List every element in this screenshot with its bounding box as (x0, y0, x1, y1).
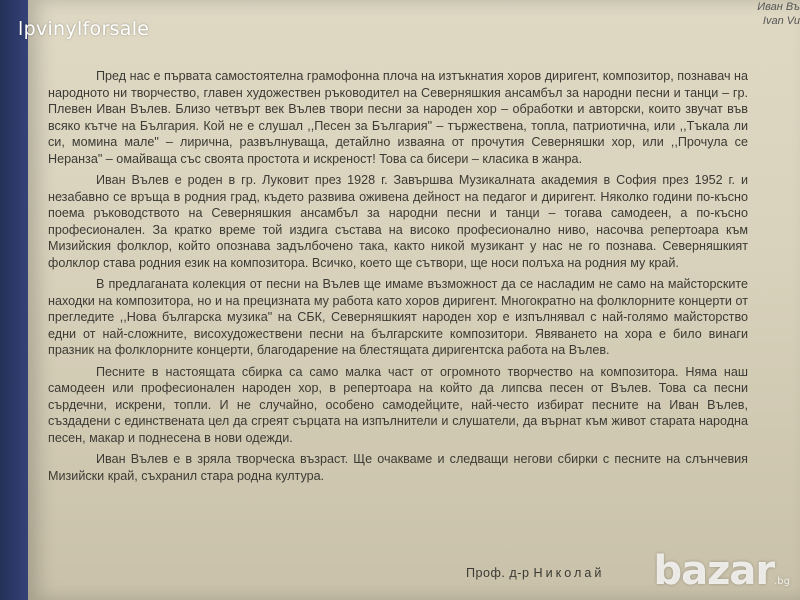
paragraph-3: В предлаганата колекция от песни на Вълев ще имаме възможност да се насладим не само на майсторските находки на композитора, но и на прецизната му работа като хоров диригент. Многократно на фолклорните концерти от прегледите ,,Нова българска музика" на СБК, Северняшкият народен хор е изпълнявал с най-голямо майсторство едни от най-сложните, висохудожествени песни на българските композитори. Явяването на хора е било винаги празник на фолклорните концерти, благодарение на блестящата диригентска работа на Вълев. (48, 277, 748, 357)
record-sleeve-edge (0, 0, 30, 600)
paragraph-4: Песните в настоящата сбирка са само малка част от огромното творчество на композитора. Няма наш самодеен или професионален народен хор, в репертоара на който да липсва песен от Вълев. Това са песни сърдечни, искрени, топли. И не случайно, особено самодейците, най-често избират песните на Иван Вълев, създадени с единствената цел да сгреят сърцата на изпълнители и слушатели, да върнат към живот старата народна песен, макар и поднесена в нови одежди. (48, 364, 748, 445)
paragraph-2: Иван Вълев е роден в гр. Луковит през 1928 г. Завършва Музикалната академия в София през 1952 г. и незабавно се връща в родния град, където развива оживена дейност на педагог и диригент. Няколко години по-късно поема ръководството на Северняшкия ансамбъл за народни песни и танци – тогава самодеен, а по-късно професионален. За кратко време той издига състава на високо професионално ниво, насочва репертоара към Мизийския фолклор, който опознава задълбочено така, както никой музикант у нас не го познава. Северняшкият фолклор става родния език на композитора. Всичко, което ще сътвори, ще носи полъха на родния му край. (48, 173, 748, 270)
signature-name: Николай (533, 566, 605, 580)
logo-suffix: .bg (774, 576, 790, 587)
corner-line-1: Иван Въ (757, 1, 800, 13)
liner-notes (48, 68, 748, 489)
corner-line-2: Ivan Vu (762, 15, 800, 27)
paragraph-1: Пред нас е първата самостоятелна грамофонна плоча на изтъкнатия хоров диригент, композитор, познавач на народното ни творчество, главен художествен ръководител на Северняшкия ансамбъл за народни песни и танци – гр. Плевен Иван Вълев. Близо четвърт век Вълев твори песни за народен хор – обработки и авторски, които звучат във всяко кътче на България. Кой не е слушал ,,Песен за България" – тържествена, топла, патриотична, или ,,Тъкала ли си, момина мале" – лирична, развълнуваща, детайлно изваяна от прочутия Северняшки хор, или ,,Прочула се Неранза" – омайваща със своята простота и искреност! Това са бисери – класика в жанра. (48, 69, 748, 166)
signature (466, 566, 604, 580)
corner-text (740, 0, 800, 28)
bazar-logo (654, 548, 791, 594)
logo-main: bazar (653, 548, 775, 594)
signature-title: Проф. д-р (466, 566, 530, 580)
paragraph-5: Иван Вълев е в зряла творческа възраст. Ще очакваме и следващи негови сбирки с песните на слънчевия Мизийски край, съхранил стара родна култура. (48, 452, 748, 483)
watermark-text: lpvinylforsale (18, 18, 150, 40)
